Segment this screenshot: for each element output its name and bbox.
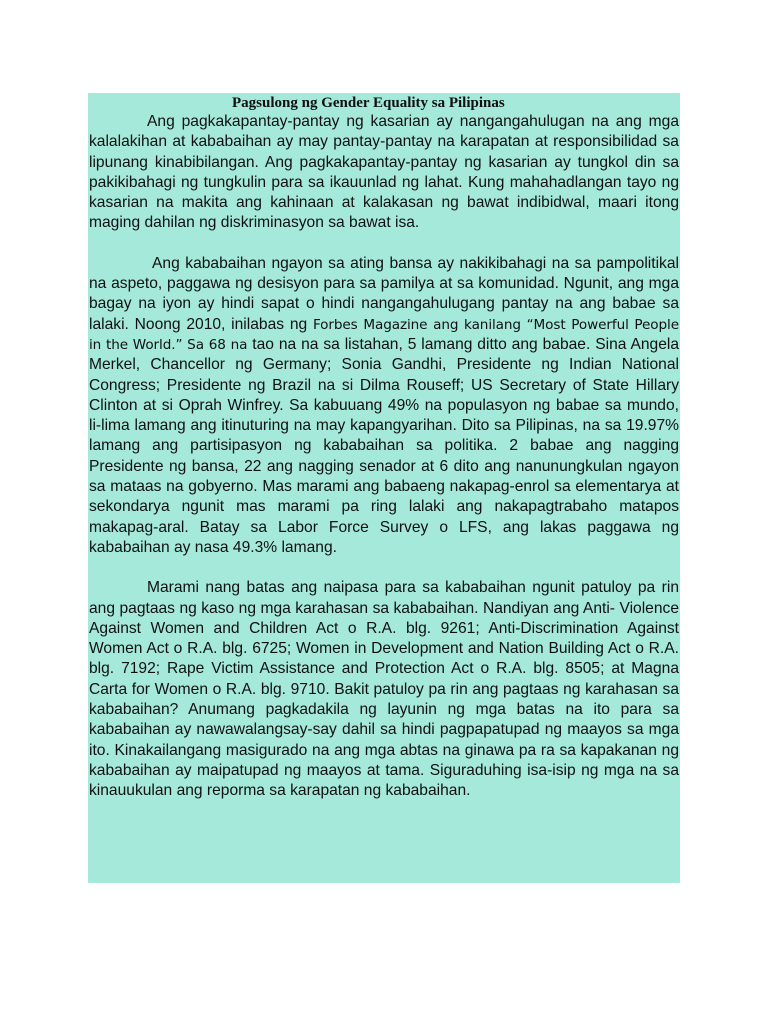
- paragraph-laws-for-women: Marami nang batas ang naipasa para sa kababaihan ngunit patuloy pa rin ang pagtaas ng kaso ng mga karahasan sa kababaihan. Nandiyan ang Anti- Violence Against Women and Children Act o R.A. blg. 9261; Anti-Discrimination Against Women Act o R.A. blg. 6725; Women in Development and Nation Building Act o R.A. blg. 7192; Rape Victim Assistance and Protection Act o R.A. blg. 8505; at Magna Carta for Women o R.A. blg. 9710. Bakit patuloy pa rin ang pagtaas ng karahasan sa kababaihan? Anumang pagkadakila ng layunin ng mga batas na ito para sa kababaihan ay nawawalangsay-say dahil sa hindi pagpapatupad ng maayos sa mga ito. Kinakailangang masigurado na ang mga abtas na ginawa pa ra sa kapakanan ng kababaihan ay maipatupad ng maayos at tama. Siguraduhing isa-isip ng mga na sa kinauukulan ang reporma sa karapatan ng kababaihan.: [89, 579, 679, 800]
- paragraph-women-participation-part1: Ang kababaihan ngayon sa ating bansa ay nakikibahagi na sa pampolitikal na aspeto, paggawa ng desisyon para sa pamilya at sa komunidad. Ngunit, ang mga bagay na iyon ay hindi sapat o hindi nangangahulugang pantay na ang babae sa lalaki. Noong 2010, inilabas ng: [89, 254, 679, 333]
- forbes-reference-text: Forbes Magazine ang kanilang “Most Powerful People in the World.” Sa 68 na: [89, 316, 679, 353]
- document-title: Pagsulong ng Gender Equality sa Pilipinas: [232, 95, 505, 111]
- highlighted-text-box: [88, 93, 680, 883]
- paragraph-women-participation-part2: tao na na sa listahan, 5 lamang ditto ang babae. Sina Angela Merkel, Chancellor ng Germany; Sonia Gandhi, Presidente ng Indian National Congress; Presidente ng Brazil na si Dilma Rouseff; US Secretary of State Hillary Clinton at si Oprah Winfrey. Sa kabuuang 49% na populasyon ng babae sa mundo, li-lima lamang ang itinuturing na may kapangyarihan. Dito sa Pilipinas, na sa 19.97% lamang ang partisipasyon ng kababaihan sa politika. 2 babae ang nagging Presidente ng bansa, 22 ang nagging senador at 6 dito ang nanunungkulan ngayon sa mataas na gobyerno. Mas marami ang babaeng nakapag-enrol sa elementarya at sekondarya ngunit mas marami pa ring lalaki ang nakapagtrabaho matapos makapag-aral. Batay sa Labor Force Survey o LFS, ang lakas paggawa ng kababaihan ay nasa 49.3% lamang.: [89, 335, 680, 556]
- paragraph-gender-equality-definition: Ang pagkakapantay-pantay ng kasarian ay nangangahulugan na ang mga kalalakihan at kababaihan ay may pantay-pantay na karapatan at responsibilidad sa lipunang kinabibilangan. Ang pagkakapantay-pantay ng kasarian ay tungkol din sa pakikibahagi ng tungkulin para sa ikauunlad ng lahat. Kung mahahadlangan tayo ng kasarian na makita ang kahinaan at kalakasan ng bawat indibidwal, maari itong maging dahilan ng diskriminasyon sa bawat isa.: [89, 113, 679, 232]
- paragraph-women-participation: [89, 254, 679, 558]
